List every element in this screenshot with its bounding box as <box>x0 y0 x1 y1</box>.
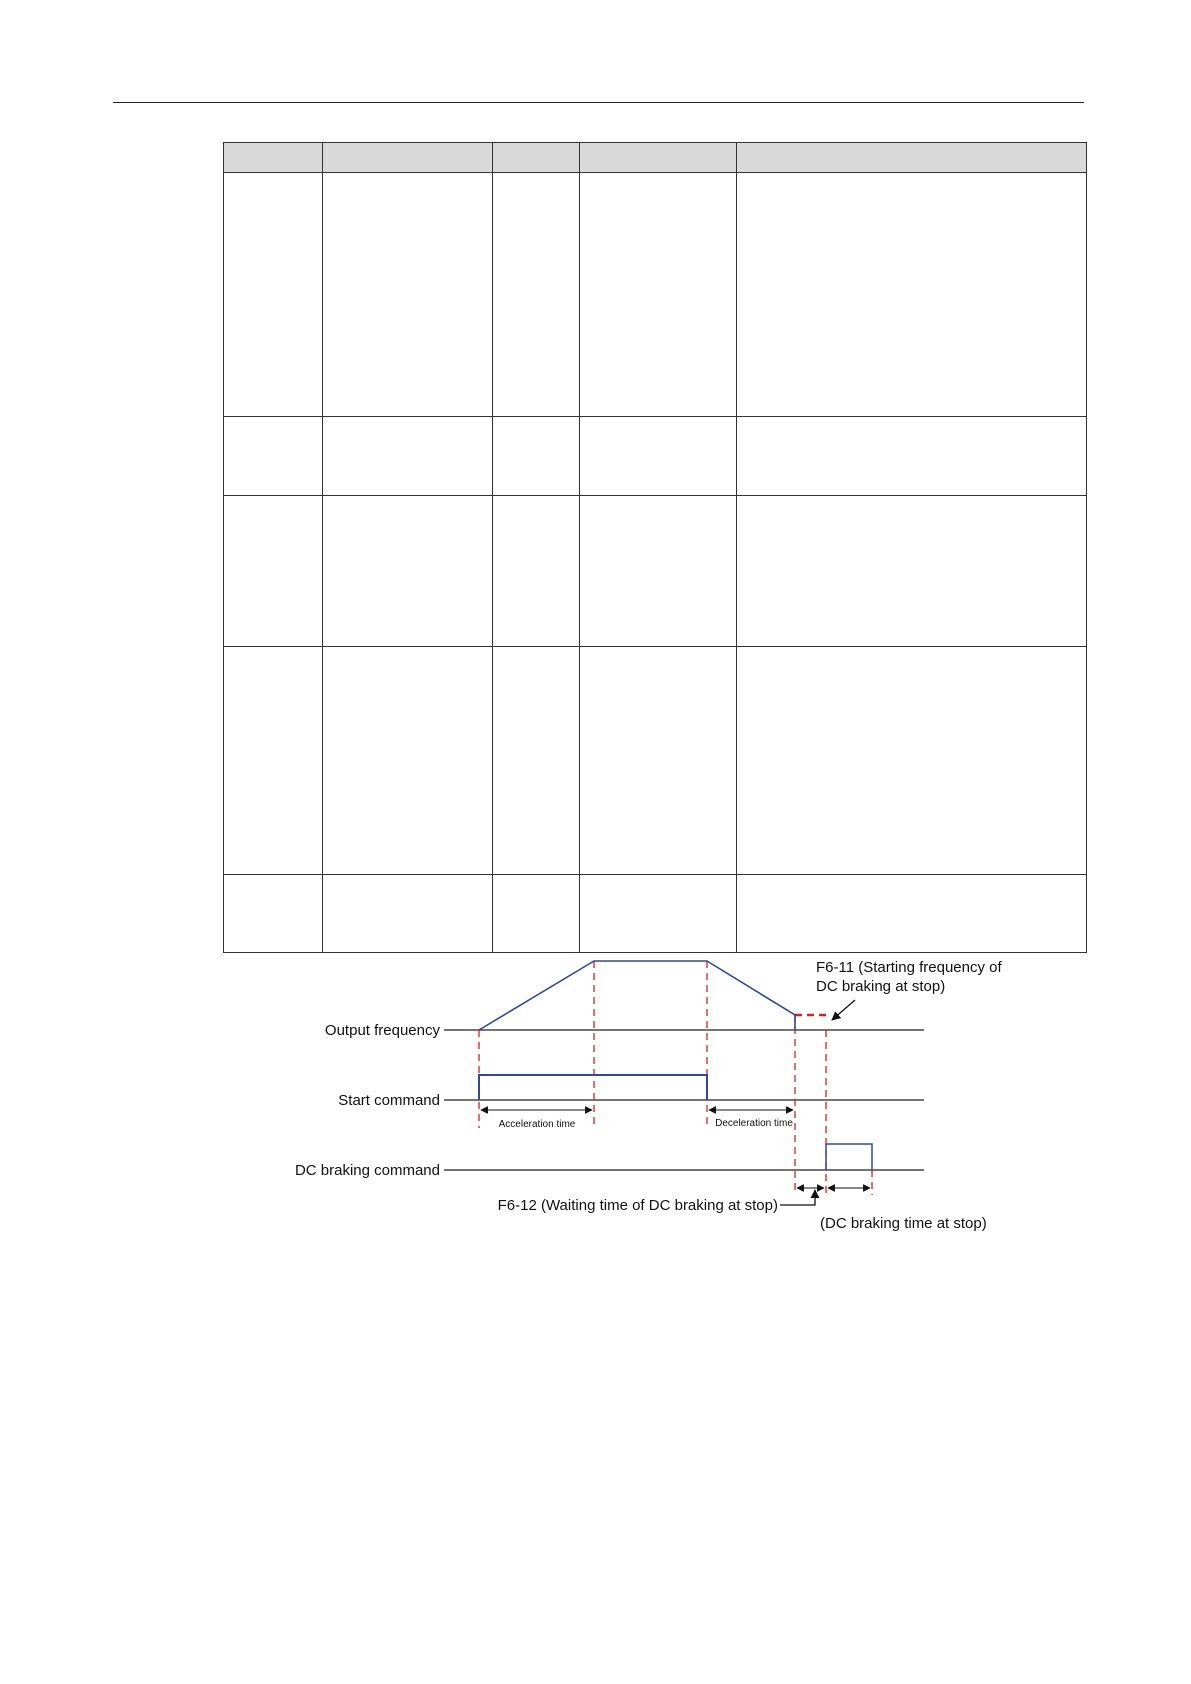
dc-braking-time-label: (DC braking time at stop) <box>820 1215 987 1232</box>
deceleration-time-label: Deceleration time <box>715 1118 793 1129</box>
f6-11-pointer-arrow <box>832 1000 855 1020</box>
f6-12-label: F6-12 (Waiting time of DC braking at stop) <box>497 1197 778 1214</box>
dc-braking-command-label: DC braking command <box>294 1162 440 1179</box>
output-frequency-label: Output frequency <box>324 1022 440 1039</box>
dc-braking-command-pulse <box>826 1144 872 1170</box>
output-frequency-waveform <box>479 961 795 1030</box>
start-command-label: Start command <box>338 1092 440 1109</box>
f6-11-label-line1: F6-11 (Starting frequency of <box>816 959 1002 976</box>
f6-11-label-line2: DC braking at stop) <box>816 978 946 995</box>
acceleration-time-label: Acceleration time <box>498 1119 576 1130</box>
start-command-pulse <box>479 1075 707 1100</box>
f6-12-pointer-arrow <box>780 1190 815 1205</box>
